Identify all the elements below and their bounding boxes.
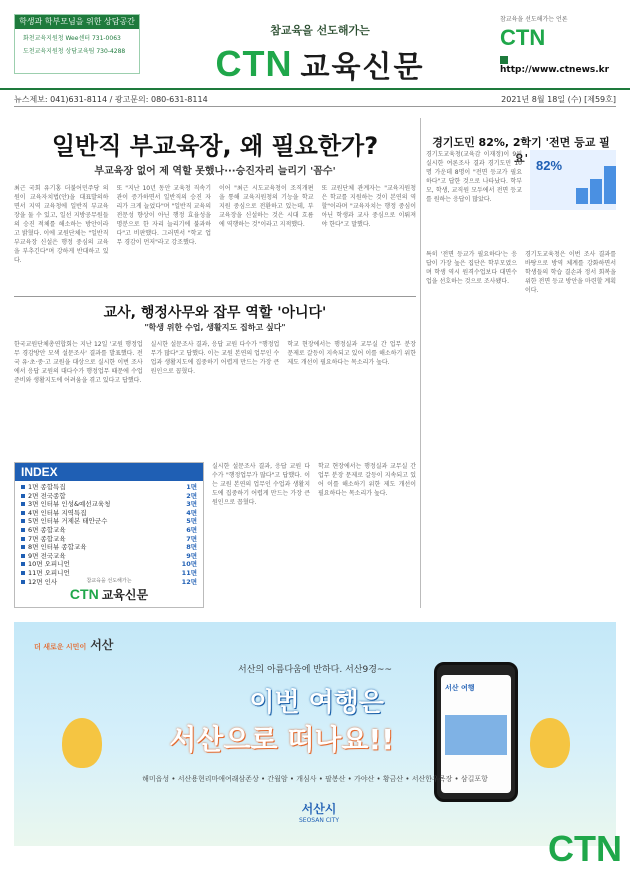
- counseling-title: 학생과 학부모님을 위한 상담공간: [15, 15, 139, 29]
- contact-info: 뉴스제보: 041)631-8114 / 광고문의: 080-631-8114: [14, 95, 208, 104]
- bullet-icon: [21, 537, 25, 541]
- index-item-label: [21, 560, 70, 569]
- counseling-line-1: 화천교육지원청 Wee센터 731-0063: [23, 35, 121, 42]
- article-1-body: [14, 184, 416, 292]
- index-item[interactable]: [21, 517, 197, 526]
- article-1-col-1: 최근 국회 유기홍 더불어민주당 의원이 교육자치법(안)을 대표발의하면서 지역 교육청에 일반직 부교육장을 둘 수 있고, 일선 지방공무원들의 승진 적체를 해소하는 방안이라고 밝혔다. 이에 교원단체는 "일반직 부교육장 신설은 행정 중심의 교육을 부추긴다"며 강하게 반대하고 있다.: [14, 185, 109, 264]
- balloon-icon: [530, 718, 570, 768]
- article-1-col-2: 또 "지난 10년 동안 교육청 직속기관이 증가하면서 일반직의 승진 자리가 크게 늘었다"며 "일반직 교육의 전문성 향상이 아닌 행정 효율성을 명분으로 한 자리 늘리기에 불과하다"고 비판했다. 그러면서 "학교 업무 경감이 먼저"라고 강조했다.: [116, 185, 211, 246]
- ctn-logo: CTN: [215, 43, 293, 84]
- index-item-text: 5면 인터뷰 거제본 태안군수: [28, 517, 108, 526]
- index-item-page: 4면: [186, 508, 197, 517]
- right-ctn-logo: CTN: [500, 25, 546, 50]
- index-item[interactable]: [21, 543, 197, 552]
- article-2-headline[interactable]: 교사, 행정사무와 잡무 역할 '아니다': [103, 305, 327, 321]
- index-item-text: 7면 종합교육: [28, 534, 66, 543]
- seosan-city-name-en: SEOSAN CITY: [298, 817, 340, 824]
- index-item[interactable]: [21, 526, 197, 535]
- article-2-col-2: 실시한 설문조사 결과, 응답 교원 다수가 "행정업무가 많다"고 답했다. 이는 교원 본연의 업무인 수업과 생활지도에 집중하기 어렵게 만드는 가장 큰 원인으로 꼽혔다.: [150, 341, 280, 375]
- masthead-right: [500, 14, 620, 84]
- index-item-page: 12면: [181, 577, 197, 586]
- index-title: INDEX: [15, 463, 203, 481]
- counseling-line-2: 도천교육지원청 상담교육팀 730-4288: [23, 48, 126, 55]
- seosan-ad-tagline: 서산의 아름다움에 반하다. 서산9경~~: [238, 665, 392, 675]
- article-1-subhead: 부교육장 없어 제 역할 못했나···승진자리 늘리기 '꼼수': [94, 166, 336, 177]
- right-article-top: [426, 150, 616, 242]
- index-list: [15, 481, 203, 588]
- seosan-ad-logo: [34, 636, 113, 653]
- index-item-label: [21, 500, 110, 509]
- index-item[interactable]: [21, 500, 197, 509]
- index-item-page: 10면: [181, 560, 197, 569]
- counseling-box: [14, 14, 140, 74]
- index-item-text: 9면 전국교육: [28, 551, 66, 560]
- index-item-page: 3면: [186, 500, 197, 509]
- index-item-label: [21, 543, 87, 552]
- right-article-col-2: 특히 '전면 등교가 필요하다'는 응답이 가장 높은 집단은 학부모였으며 학생 역시 원격수업보다 대면수업을 선호하는 것으로 조사됐다.: [426, 251, 517, 285]
- seosan-attractions: 해미읍성 • 서산용현리마애여래삼존상 • 간월암 • 개심사 • 팔봉산 • 가야산 • 황금산 • 서산한우목장 • 삼길포항: [142, 775, 488, 783]
- issue-date: 2021년 8월 18일 (수) [제59호]: [501, 95, 616, 104]
- article-1-col-4: 또 교원단체 관계자는 "교육지원청은 학교를 지원하는 것이 본연의 역할"이라며 "교육자치는 행정 중심이 아닌 학생과 교사 중심으로 이뤄져야 한다"고 말했다.: [321, 185, 416, 228]
- seosan-ad-banner[interactable]: [14, 622, 616, 846]
- index-item-text: 1면 종합특집: [28, 483, 66, 491]
- seosan-ad-line-2: 서산으로 떠나요!!: [169, 723, 394, 756]
- survey-bar-3: [604, 166, 616, 204]
- bullet-icon: [21, 519, 25, 523]
- bullet-icon: [21, 554, 25, 558]
- article-2-subhead: "학생 위한 수업, 생활지도 집하고 싶다": [144, 323, 286, 332]
- phone-screen-title: 서산 여행: [445, 684, 475, 692]
- phone-screen-image: [445, 715, 507, 755]
- survey-figure: [530, 150, 616, 210]
- index-item-text: 11면 오피니언: [28, 568, 70, 577]
- info-bar: [14, 93, 616, 107]
- index-item-label: [21, 526, 66, 535]
- article-2-col-3: 학교 현장에서는 행정실과 교무실 간 업무 분장 문제로 갈등이 지속되고 있어 이를 해소하기 위한 제도 개선이 필요하다는 목소리가 높다.: [287, 341, 417, 366]
- index-item-page: 8면: [186, 543, 197, 552]
- index-item-label: [21, 483, 66, 492]
- right-article-body: [426, 250, 616, 610]
- index-item-text: 3면 인터뷰 인성&예선교육청: [28, 500, 111, 509]
- index-item-text: 12면 인사: [28, 577, 58, 586]
- website-link[interactable]: [500, 55, 620, 75]
- article-2-col-1: 한국교원단체총연합회는 지난 12일 '교원 행정업무 경감방안 모색 설문조사' 결과를 발표했다. 전국 유·초·중·고 교원을 대상으로 실시한 이번 조사에서 응답 교원의 대다수가 행정업무 때문에 수업 준비와 생활지도에 어려움을 겪고 있다고 답했다.: [14, 341, 143, 384]
- right-article-headline[interactable]: 경기도민 82%, 2학기 '전면 등교 필요': [432, 136, 610, 165]
- index-item-text: 6면 종합교육: [28, 525, 66, 534]
- section-divider: [14, 296, 416, 297]
- index-footer-logo-k: 교육신문: [101, 588, 149, 602]
- right-article-col-1: 경기도교육청(교육감 이재정)이 9월 실시한 여론조사 결과 경기도민 10명 가운데 8명이 "전면 등교가 필요하다"고 답한 것으로 나타났다. 학부모, 학생, 교직원 모두에서 전면 등교를 원하는 응답이 많았다.: [426, 151, 522, 203]
- index-item[interactable]: [21, 483, 197, 492]
- index-item-label: [21, 517, 107, 526]
- bullet-icon: [21, 571, 25, 575]
- paper-slogan: 참교육을 선도해가는: [270, 24, 370, 37]
- seosan-ad-line-1: 이번 여행은: [249, 688, 384, 718]
- index-item-page: 1면: [186, 483, 197, 491]
- article-1-col-3: 이어 "최근 시도교육청이 조직개편을 통해 교육지원청의 기능을 학교지원 중심으로 전환하고 있는데, 부교육장을 신설하는 것은 시대 흐름에 역행하는 것"이라고 지적했다.: [219, 185, 314, 228]
- index-item-page: 2면: [186, 491, 197, 500]
- index-item[interactable]: [21, 492, 197, 501]
- bullet-icon: [21, 511, 25, 515]
- index-footer: [15, 577, 203, 607]
- index-item-page: 5면: [186, 517, 197, 526]
- index-item-label: [21, 535, 66, 544]
- column-divider: [420, 118, 421, 608]
- website-url: http://www.ctnews.kr: [500, 65, 610, 75]
- index-item-text: 2면 전국종합: [28, 491, 66, 500]
- paper-logo[interactable]: [200, 42, 440, 86]
- right-article: [426, 134, 616, 604]
- index-footer-logo: CTN: [69, 586, 99, 602]
- bullet-icon: [21, 502, 25, 506]
- index-item-page: 6면: [186, 525, 197, 534]
- index-item-page: 9면: [186, 551, 197, 560]
- article-1-headline[interactable]: 일반직 부교육장, 왜 필요한가?: [51, 132, 379, 160]
- bullet-icon: [21, 545, 25, 549]
- paper-name: 교육신문: [300, 50, 425, 85]
- article-2-col-5: 학교 현장에서는 행정실과 교무실 간 업무 분장 문제로 갈등이 지속되고 있어 이를 해소하기 위한 제도 개선이 필요하다는 목소리가 높다.: [318, 463, 416, 497]
- paper-title-block: [200, 22, 440, 85]
- index-item-page: 11면: [181, 568, 197, 577]
- seosan-ad-logo-small: 더 새로운 시민이: [34, 643, 87, 651]
- bullet-icon: [21, 494, 25, 498]
- right-slogan: 참교육을 선도해가는 언론: [500, 16, 568, 23]
- right-article-col-3: 경기도교육청은 이번 조사 결과를 바탕으로 방역 체계를 강화하면서 학생들의 학습 결손과 정서 회복을 위한 전면 등교 방안을 마련할 계획이다.: [525, 251, 616, 294]
- article-2-body-bottom: [212, 462, 416, 608]
- masthead: [0, 0, 630, 90]
- footer-ctn-logo: CTN: [548, 828, 622, 869]
- home-icon: [500, 56, 508, 64]
- index-item-text: 10면 오피니언: [28, 560, 70, 569]
- index-item[interactable]: [21, 535, 197, 544]
- bullet-icon: [21, 562, 25, 566]
- bullet-icon: [21, 528, 25, 532]
- index-item-label: [21, 492, 66, 501]
- survey-bar-1: [576, 188, 588, 204]
- index-box: [14, 462, 204, 608]
- seosan-city-logo: [274, 800, 364, 824]
- seosan-city-name: 서산시: [301, 802, 337, 816]
- survey-percent: 82%: [536, 158, 563, 173]
- seosan-ad-logo-text: 서산: [90, 638, 114, 652]
- index-item-text: 8면 인터뷰 종합교육: [28, 543, 87, 552]
- article-2-col-4: 실시한 설문조사 결과, 응답 교원 다수가 "행정업무가 많다"고 답했다. 이는 교원 본연의 업무인 수업과 생활지도에 집중하기 어렵게 만드는 가장 큰 원인으로 꼽혔다.: [212, 463, 310, 506]
- index-item-page: 7면: [186, 534, 197, 543]
- survey-bar-2: [590, 179, 602, 204]
- bullet-icon: [21, 485, 25, 489]
- index-footer-slogan: 참교육을 선도해가는: [86, 578, 132, 584]
- index-item[interactable]: [21, 560, 197, 569]
- index-item-text: 4면 인터뷰 지역특집: [28, 508, 87, 517]
- article-2-body-top: [14, 340, 416, 458]
